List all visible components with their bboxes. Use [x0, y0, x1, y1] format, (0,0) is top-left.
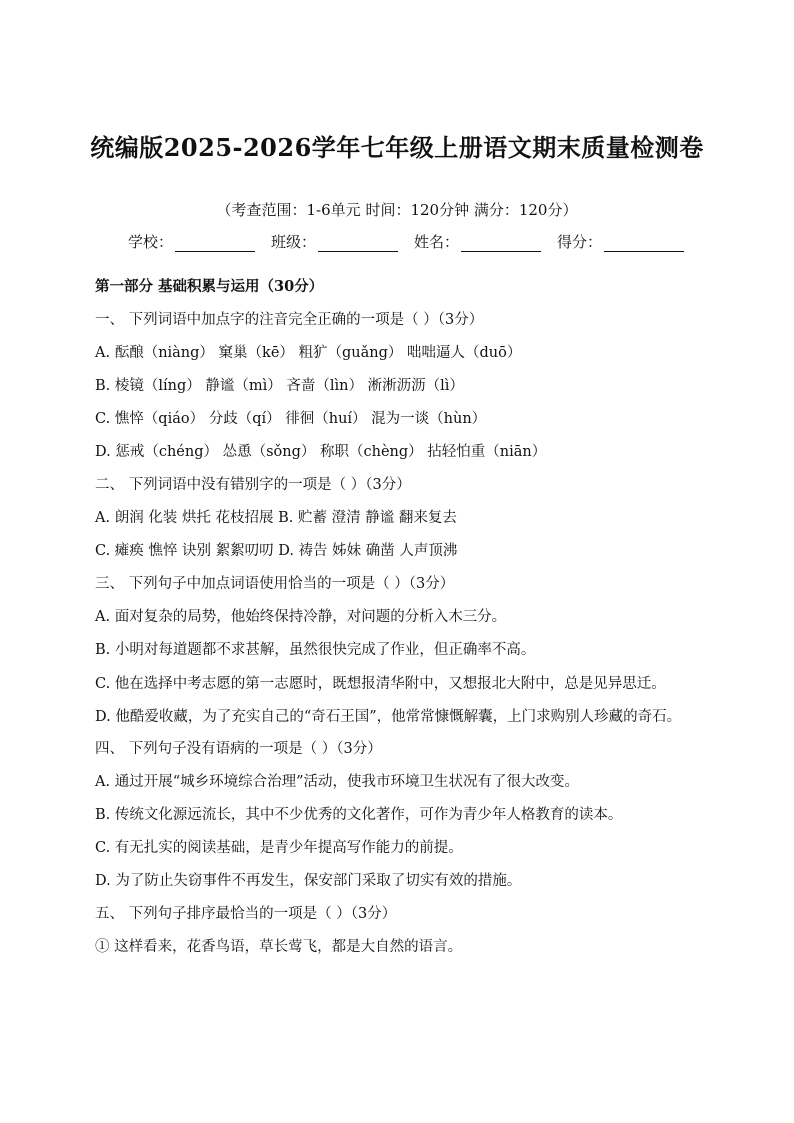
- question-4-option-d: D. 为了防止失窃事件不再发生，保安部门采取了切实有效的措施。: [95, 873, 522, 889]
- question-4-option-c: C. 有无扎实的阅读基础，是青少年提高写作能力的前提。: [95, 840, 463, 856]
- question-3-option-b: B. 小明对每道题都不求甚解，虽然很快完成了作业，但正确率不高。: [95, 642, 536, 658]
- question-3-stem: 三、 下列句子中加点词语使用恰当的一项是（ ）（3分）: [95, 576, 455, 592]
- exam-scope: （考查范围：1-6单元 时间：120分钟 满分：120分）: [216, 201, 578, 219]
- question-5-item-1: ① 这样看来，花香鸟语，草长莺飞，都是大自然的语言。: [95, 939, 463, 955]
- question-3-option-d: D. 他酷爱收藏，为了充实自己的“奇石王国”，他常常慷慨解囊，上门求购别人珍藏的奇石。: [95, 709, 682, 725]
- score-field: [557, 231, 684, 252]
- school-blank: [175, 237, 255, 252]
- student-info-row: [128, 231, 684, 252]
- score-blank: [604, 237, 684, 252]
- question-1-option-b: B. 棱镜（líng） 静谧（mì） 吝啬（lìn） 淅淅沥沥（lì）: [95, 378, 464, 394]
- question-4-option-a: A. 通过开展“城乡环境综合治理”活动，使我市环境卫生状况有了很大改变。: [95, 774, 580, 790]
- exam-content: [95, 276, 705, 969]
- school-label: 学校：: [128, 233, 174, 251]
- school-field: [128, 231, 255, 252]
- name-label: 姓名：: [414, 233, 460, 251]
- name-blank: [461, 237, 541, 252]
- exam-title: 统编版2025-2026学年七年级上册语文期末质量检测卷: [90, 133, 704, 162]
- question-4-option-b: B. 传统文化源远流长，其中不少优秀的文化著作，可作为青少年人格教育的读本。: [95, 807, 623, 823]
- name-field: [414, 231, 541, 252]
- question-2-options-ab: A. 朗润 化装 烘托 花枝招展 B. 贮蓄 澄清 静谧 翻来复去: [95, 510, 457, 526]
- part1-heading: 第一部分 基础积累与运用（30分）: [95, 278, 324, 295]
- class-blank: [318, 237, 398, 252]
- question-2-stem: 二、 下列词语中没有错别字的一项是（ ）（3分）: [95, 477, 411, 493]
- question-4-stem: 四、 下列句子没有语病的一项是（ ）（3分）: [95, 741, 382, 757]
- question-2-options-cd: C. 瘫痪 憔悴 诀别 絮絮叨叨 D. 祷告 姊妹 确凿 人声顶沸: [95, 543, 458, 559]
- class-label: 班级：: [271, 233, 317, 251]
- question-1-option-c: C. 憔悴（qiáo） 分歧（qí） 徘徊（huí） 混为一谈（hùn）: [95, 411, 487, 427]
- question-1-stem: 一、 下列词语中加点字的注音完全正确的一项是（ ）（3分）: [95, 312, 484, 328]
- class-field: [271, 231, 398, 252]
- question-1-option-a: A. 酝酿（niàng） 窠巢（kē） 粗犷（guǎng） 咄咄逼人（duō）: [95, 345, 522, 361]
- question-3-option-a: A. 面对复杂的局势，他始终保持冷静，对问题的分析入木三分。: [95, 609, 507, 625]
- question-3-option-c: C. 他在选择中考志愿的第一志愿时，既想报清华附中，又想报北大附中，总是见异思迁。: [95, 676, 666, 692]
- question-1-option-d: D. 惩戒（chéng） 怂恿（sǒng） 称职（chèng） 拈轻怕重（niān）: [95, 444, 547, 460]
- score-label: 得分：: [557, 233, 603, 251]
- question-5-stem: 五、 下列句子排序最恰当的一项是（ ）（3分）: [95, 906, 397, 922]
